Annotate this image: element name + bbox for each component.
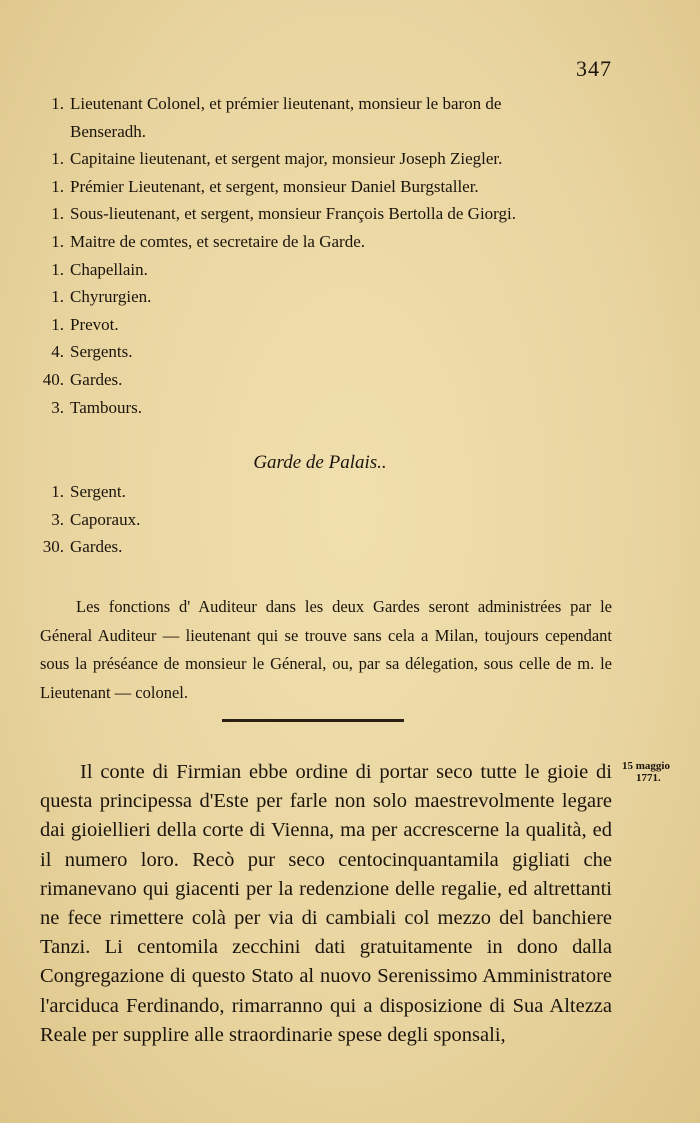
- list-item: [28, 338, 628, 366]
- list-item-count: 40.: [42, 369, 64, 389]
- list-item-line: Benseradh.: [70, 121, 147, 141]
- list-item: [28, 478, 628, 506]
- list-item-line: Prémier Lieutenant, et sergent, monsieur Daniel Burgstaller.: [70, 176, 479, 196]
- list-item: [28, 200, 628, 228]
- list-item-count: 30.: [42, 537, 64, 557]
- list-item-text: [64, 533, 628, 561]
- list-item: [28, 533, 628, 561]
- list-item-count: 1.: [51, 149, 64, 169]
- section-divider: [222, 719, 404, 722]
- list-item-text: [64, 173, 628, 201]
- list-item-line: Sergents.: [70, 342, 133, 362]
- list-item-text: [64, 90, 628, 145]
- section-title: Garde de Palais..: [253, 452, 387, 473]
- list-item: [28, 228, 628, 256]
- list-item-count: 4.: [51, 342, 64, 362]
- list-item-line: Maitre de comtes, et secretaire de la Garde.: [70, 231, 365, 251]
- garrison-list: [28, 90, 628, 421]
- list-item-line: Capitaine lieutenant, et sergent major, monsieur Joseph Ziegler.: [70, 149, 503, 169]
- list-item-text: [64, 394, 628, 422]
- list-item: [28, 506, 628, 534]
- list-item-text: [64, 200, 628, 228]
- list-item: [28, 366, 628, 394]
- list-item-count: 1.: [51, 176, 64, 196]
- list-item-text: [64, 338, 628, 366]
- palace-guard-list: [28, 478, 628, 561]
- list-item: [28, 311, 628, 339]
- paragraph-italian: Il conte di Firmian ebbe ordine di portar seco tutte le gioie di questa principessa d'Este per farle non solo maestrevolmente legare dai gioiellieri della corte di Vienna, ma per accrescerne la qualità, ed il numero loro. Recò pur seco centocinquantamila gigliati che rimanevano qui giacenti per la redenzione delle regalie, ed altrettanti ne fece rimettere colà per via di cambiali col mezzo del banchiere Tanzi. Li centomila zecchini dati gratuitamente in dono dalla Congregazione di questo Stato al nuovo Serenissimo Amministratore l'arciduca Ferdinando, rimarranno qui a disposizione di Sua Altezza Reale per supplire alle straordinarie spese degli sponsali,: [40, 761, 612, 1046]
- list-item-line: Lieutenant Colonel, et prémier lieutenant, monsieur le baron de: [70, 94, 502, 113]
- list-item-text: [64, 145, 628, 173]
- list-item-text: [64, 283, 628, 311]
- list-item-count: 3.: [51, 397, 64, 417]
- list-item-text: [64, 228, 628, 256]
- paragraph-french: Les fonctions d' Auditeur dans les deux Gardes seront administrées par le Géneral Auditeur — lieutenant qui se trouve sans cela a Milan, toujours cependant sous la préséance de monsieur le Géneral, ou, par sa délegation, sous celle de m. le Lieutenant — colonel.: [40, 597, 612, 702]
- list-item-line: Gardes.: [70, 537, 123, 557]
- list-item-count: 1.: [51, 482, 64, 501]
- list-item: [28, 173, 628, 201]
- list-item-line: Gardes.: [70, 369, 123, 389]
- list-item-text: [64, 366, 628, 394]
- list-item-count: 1.: [51, 259, 64, 279]
- list-item-count: 3.: [51, 509, 64, 529]
- list-item-count: 1.: [51, 94, 64, 113]
- margin-date-year: 1771.: [636, 772, 661, 784]
- margin-date-day-month: 15 maggio: [622, 760, 670, 772]
- list-item: [28, 394, 628, 422]
- list-item-line: Sergent.: [70, 482, 126, 501]
- list-item-line: Sous-lieutenant, et sergent, monsieur François Bertolla de Giorgi.: [70, 204, 517, 224]
- list-item-line: Chapellain.: [70, 259, 148, 279]
- list-item-text: [64, 478, 628, 506]
- list-item-count: 1.: [51, 314, 64, 334]
- list-item: [28, 90, 628, 145]
- list-item: [28, 283, 628, 311]
- margin-date-note: [622, 760, 694, 784]
- list-item-count: 1.: [51, 287, 64, 307]
- list-item-line: Tambours.: [70, 397, 142, 417]
- list-item-line: Caporaux.: [70, 509, 141, 529]
- list-item-count: 1.: [51, 231, 64, 251]
- list-item: [28, 145, 628, 173]
- page-number: 347: [576, 56, 612, 81]
- list-item-text: [64, 506, 628, 534]
- list-item-line: Chyrurgien.: [70, 287, 152, 307]
- list-item-text: [64, 256, 628, 284]
- list-item: [28, 256, 628, 284]
- list-item-line: Prevot.: [70, 314, 119, 334]
- list-item-count: 1.: [51, 204, 64, 224]
- list-item-text: [64, 311, 628, 339]
